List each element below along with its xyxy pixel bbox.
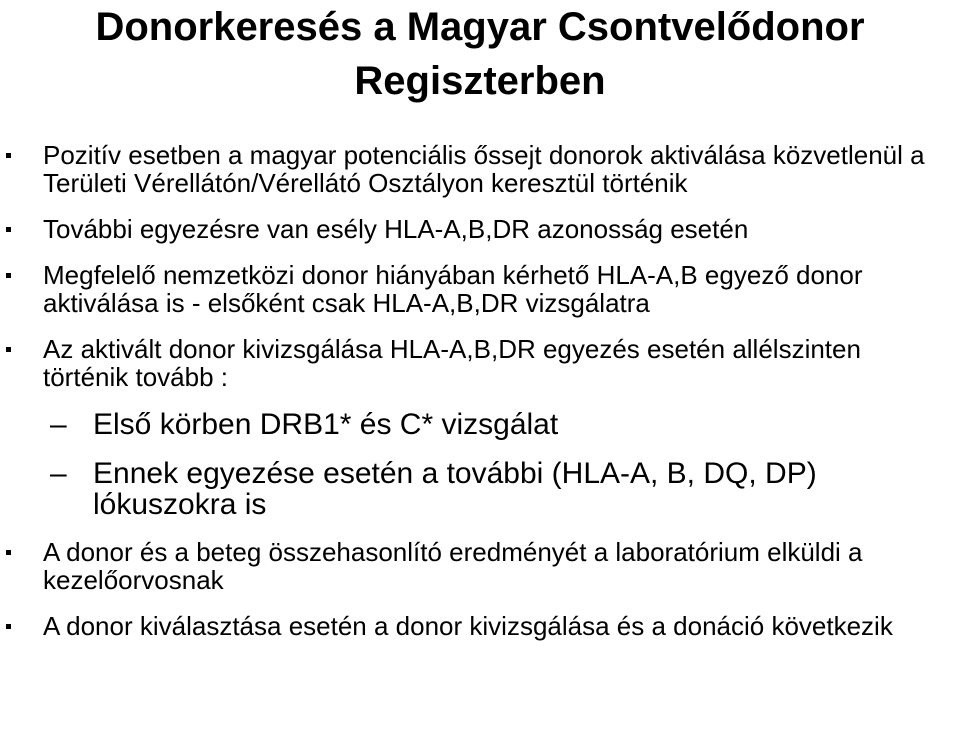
bullet-dot-icon (6, 227, 11, 232)
bullet-dot-icon (6, 273, 11, 278)
sub-bullet-item (0, 409, 960, 440)
slide-title-line-2: Regiszterben (354, 59, 606, 103)
bullet-dot-icon (6, 624, 11, 629)
bullet-dot-icon (6, 153, 11, 158)
bullet-text: A donor és a beteg összehasonlító eredményét a laboratórium elküldi a kezelőorvosnak (43, 537, 863, 595)
bullet-text: A donor kiválasztása esetén a donor kivizsgálása és a donáció következik (43, 611, 893, 641)
bullet-text: Az aktivált donor kivizsgálása HLA-A,B,DR egyezés esetén allélszinten történik tovább : (43, 334, 861, 392)
bullet-item (0, 261, 960, 317)
bullet-dot-icon (6, 550, 11, 555)
bullet-item (0, 215, 960, 243)
sub-bullet-text: Ennek egyezése esetén a további (HLA-A, B, DQ, DP) lókuszokra is (93, 457, 817, 521)
bullet-text: További egyezésre van esély HLA-A,B,DR azonosság esetén (43, 214, 749, 244)
bullet-item (0, 141, 960, 197)
bullet-item (0, 335, 960, 391)
bullet-dot-icon (6, 347, 11, 352)
bullet-text: Megfelelő nemzetközi donor hiányában kérhető HLA-A,B egyező donor aktiválása is - elsőként csak HLA-A,B,DR vizsgálatra (43, 260, 863, 318)
bullet-text: Pozitív esetben a magyar potenciális őssejt donorok aktiválása közvetlenül a Területi Vérellátón/Vérellátó Osztályon keresztül történik (43, 140, 925, 198)
sub-bullet-item (0, 458, 960, 520)
dash-icon: – (50, 408, 67, 441)
bullet-item (0, 612, 960, 640)
sub-bullet-text: Első körben DRB1* és C* vizsgálat (93, 408, 559, 441)
dash-icon: – (50, 457, 67, 490)
bullet-list (0, 141, 960, 640)
bullet-item (0, 538, 960, 594)
slide-title-line-1: Donorkeresés a Magyar Csontvelődonor (95, 5, 865, 49)
slide-title (0, 0, 960, 108)
